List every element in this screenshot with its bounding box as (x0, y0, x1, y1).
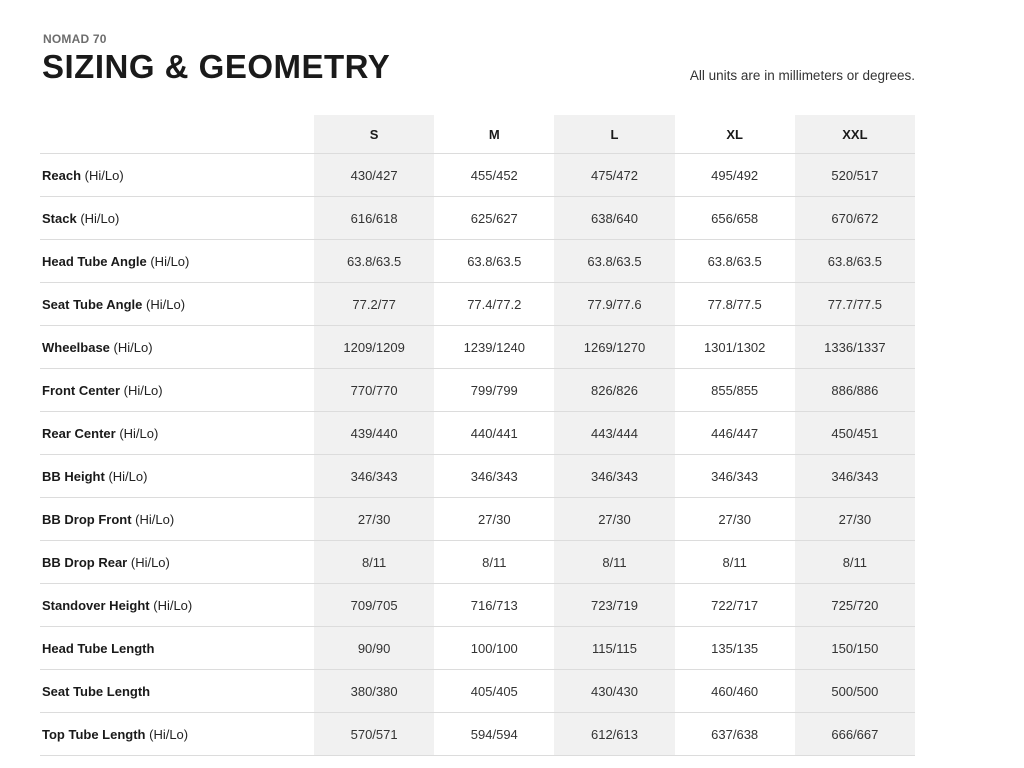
value-cell-xxl: 1336/1337 (795, 326, 915, 369)
value-cell-xl: 722/717 (675, 584, 795, 627)
value-cell-m: 799/799 (434, 369, 554, 412)
row-label-suffix: (Hi/Lo) (145, 726, 189, 742)
value-cell-m: 594/594 (434, 713, 554, 756)
value-cell-xl: 656/658 (675, 197, 795, 240)
value-cell-s: 90/90 (314, 627, 434, 670)
value-cell-xxl: 666/667 (795, 713, 915, 756)
row-label (40, 498, 314, 541)
value-cell-xl: 77.8/77.5 (675, 283, 795, 326)
row-label (40, 584, 314, 627)
value-cell-s: 439/440 (314, 412, 434, 455)
row-label-suffix: (Hi/Lo) (131, 511, 175, 527)
row-label-name: Top Tube Length (42, 726, 146, 742)
table-row (40, 670, 915, 713)
row-label-name: Standover Height (42, 597, 150, 613)
row-label (40, 326, 314, 369)
value-cell-xl: 495/492 (675, 154, 795, 197)
table-row (40, 541, 915, 584)
table-row (40, 455, 915, 498)
row-label-suffix: (Hi/Lo) (120, 382, 163, 398)
table-row (40, 240, 915, 283)
row-label (40, 627, 314, 670)
row-label (40, 541, 314, 584)
value-cell-m: 77.4/77.2 (434, 283, 554, 326)
value-cell-m: 455/452 (434, 154, 554, 197)
value-cell-m: 63.8/63.5 (434, 240, 554, 283)
size-header-m: M (434, 115, 554, 154)
table-row (40, 498, 915, 541)
value-cell-xl: 460/460 (675, 670, 795, 713)
value-cell-s: 77.2/77 (314, 283, 434, 326)
row-label-suffix: (Hi/Lo) (109, 339, 153, 355)
value-cell-l: 430/430 (554, 670, 674, 713)
size-header-xl: XL (675, 115, 795, 154)
value-cell-xxl: 63.8/63.5 (795, 240, 915, 283)
row-label-name: Front Center (42, 382, 120, 398)
table-row (40, 627, 915, 670)
value-cell-l: 443/444 (554, 412, 674, 455)
row-label (40, 154, 314, 197)
value-cell-m: 625/627 (434, 197, 554, 240)
value-cell-xl: 27/30 (675, 498, 795, 541)
table-row (40, 283, 915, 326)
value-cell-s: 709/705 (314, 584, 434, 627)
value-cell-xl: 63.8/63.5 (675, 240, 795, 283)
row-label-suffix: (Hi/Lo) (127, 554, 170, 570)
row-label (40, 197, 314, 240)
row-label-name: Wheelbase (42, 339, 110, 355)
value-cell-xxl: 8/11 (795, 541, 915, 584)
value-cell-xl: 346/343 (675, 455, 795, 498)
value-cell-m: 8/11 (434, 541, 554, 584)
value-cell-l: 475/472 (554, 154, 674, 197)
value-cell-l: 115/115 (554, 627, 674, 670)
row-label-suffix: (Hi/Lo) (104, 468, 148, 484)
geometry-table (40, 115, 915, 756)
row-label (40, 670, 314, 713)
table-row (40, 584, 915, 627)
header-blank-cell (40, 115, 314, 154)
row-label-name: Head Tube Angle (42, 253, 147, 269)
value-cell-xl: 855/855 (675, 369, 795, 412)
value-cell-s: 770/770 (314, 369, 434, 412)
value-cell-m: 100/100 (434, 627, 554, 670)
table-row (40, 412, 915, 455)
value-cell-m: 27/30 (434, 498, 554, 541)
table-row (40, 326, 915, 369)
row-label-name: Rear Center (42, 425, 116, 441)
row-label-suffix: (Hi/Lo) (142, 296, 186, 312)
model-name: NOMAD 70 (43, 32, 107, 46)
table-row (40, 197, 915, 240)
row-label-name: BB Height (42, 468, 105, 484)
page-title: SIZING & GEOMETRY (42, 48, 391, 85)
value-cell-l: 8/11 (554, 541, 674, 584)
value-cell-xxl: 27/30 (795, 498, 915, 541)
value-cell-l: 346/343 (554, 455, 674, 498)
value-cell-xxl: 725/720 (795, 584, 915, 627)
value-cell-s: 8/11 (314, 541, 434, 584)
row-label-name: BB Drop Front (42, 511, 132, 527)
value-cell-xxl: 450/451 (795, 412, 915, 455)
value-cell-l: 638/640 (554, 197, 674, 240)
row-label-name: BB Drop Rear (42, 554, 128, 570)
value-cell-l: 723/719 (554, 584, 674, 627)
value-cell-s: 430/427 (314, 154, 434, 197)
units-note: All units are in millimeters or degrees. (689, 68, 915, 83)
value-cell-l: 77.9/77.6 (554, 283, 674, 326)
value-cell-s: 63.8/63.5 (314, 240, 434, 283)
value-cell-l: 27/30 (554, 498, 674, 541)
value-cell-l: 63.8/63.5 (554, 240, 674, 283)
row-label-suffix: (Hi/Lo) (76, 210, 120, 226)
value-cell-s: 346/343 (314, 455, 434, 498)
row-label (40, 412, 314, 455)
row-label-suffix: (Hi/Lo) (115, 425, 159, 441)
value-cell-s: 1209/1209 (314, 326, 434, 369)
table-body (40, 154, 915, 756)
value-cell-xxl: 520/517 (795, 154, 915, 197)
header-row (40, 115, 915, 154)
row-label (40, 713, 314, 756)
size-header-s: S (314, 115, 434, 154)
value-cell-xxl: 346/343 (795, 455, 915, 498)
value-cell-l: 826/826 (554, 369, 674, 412)
row-label-name: Stack (42, 210, 77, 226)
size-header-l: L (554, 115, 674, 154)
value-cell-l: 612/613 (554, 713, 674, 756)
table-row (40, 154, 915, 197)
row-label-name: Seat Tube Length (42, 683, 151, 699)
value-cell-xxl: 150/150 (795, 627, 915, 670)
value-cell-xl: 1301/1302 (675, 326, 795, 369)
row-label (40, 455, 314, 498)
value-cell-xxl: 670/672 (795, 197, 915, 240)
value-cell-m: 440/441 (434, 412, 554, 455)
value-cell-s: 570/571 (314, 713, 434, 756)
size-header-xxl: XXL (795, 115, 915, 154)
value-cell-s: 616/618 (314, 197, 434, 240)
table-row (40, 713, 915, 756)
row-label (40, 369, 314, 412)
value-cell-xxl: 886/886 (795, 369, 915, 412)
table-row (40, 369, 915, 412)
row-label-name: Reach (42, 167, 82, 183)
row-label-name: Seat Tube Angle (42, 296, 143, 312)
row-label-suffix: (Hi/Lo) (149, 597, 193, 613)
value-cell-m: 346/343 (434, 455, 554, 498)
value-cell-m: 1239/1240 (434, 326, 554, 369)
value-cell-xl: 446/447 (675, 412, 795, 455)
value-cell-xl: 135/135 (675, 627, 795, 670)
row-label-suffix: (Hi/Lo) (81, 167, 124, 183)
value-cell-xl: 8/11 (675, 541, 795, 584)
table-header (40, 115, 915, 154)
value-cell-xxl: 500/500 (795, 670, 915, 713)
row-label-suffix: (Hi/Lo) (146, 253, 190, 269)
value-cell-s: 27/30 (314, 498, 434, 541)
value-cell-m: 716/713 (434, 584, 554, 627)
row-label (40, 240, 314, 283)
value-cell-xxl: 77.7/77.5 (795, 283, 915, 326)
row-label (40, 283, 314, 326)
value-cell-l: 1269/1270 (554, 326, 674, 369)
value-cell-xl: 637/638 (675, 713, 795, 756)
value-cell-s: 380/380 (314, 670, 434, 713)
value-cell-m: 405/405 (434, 670, 554, 713)
row-label-name: Head Tube Length (42, 640, 155, 656)
